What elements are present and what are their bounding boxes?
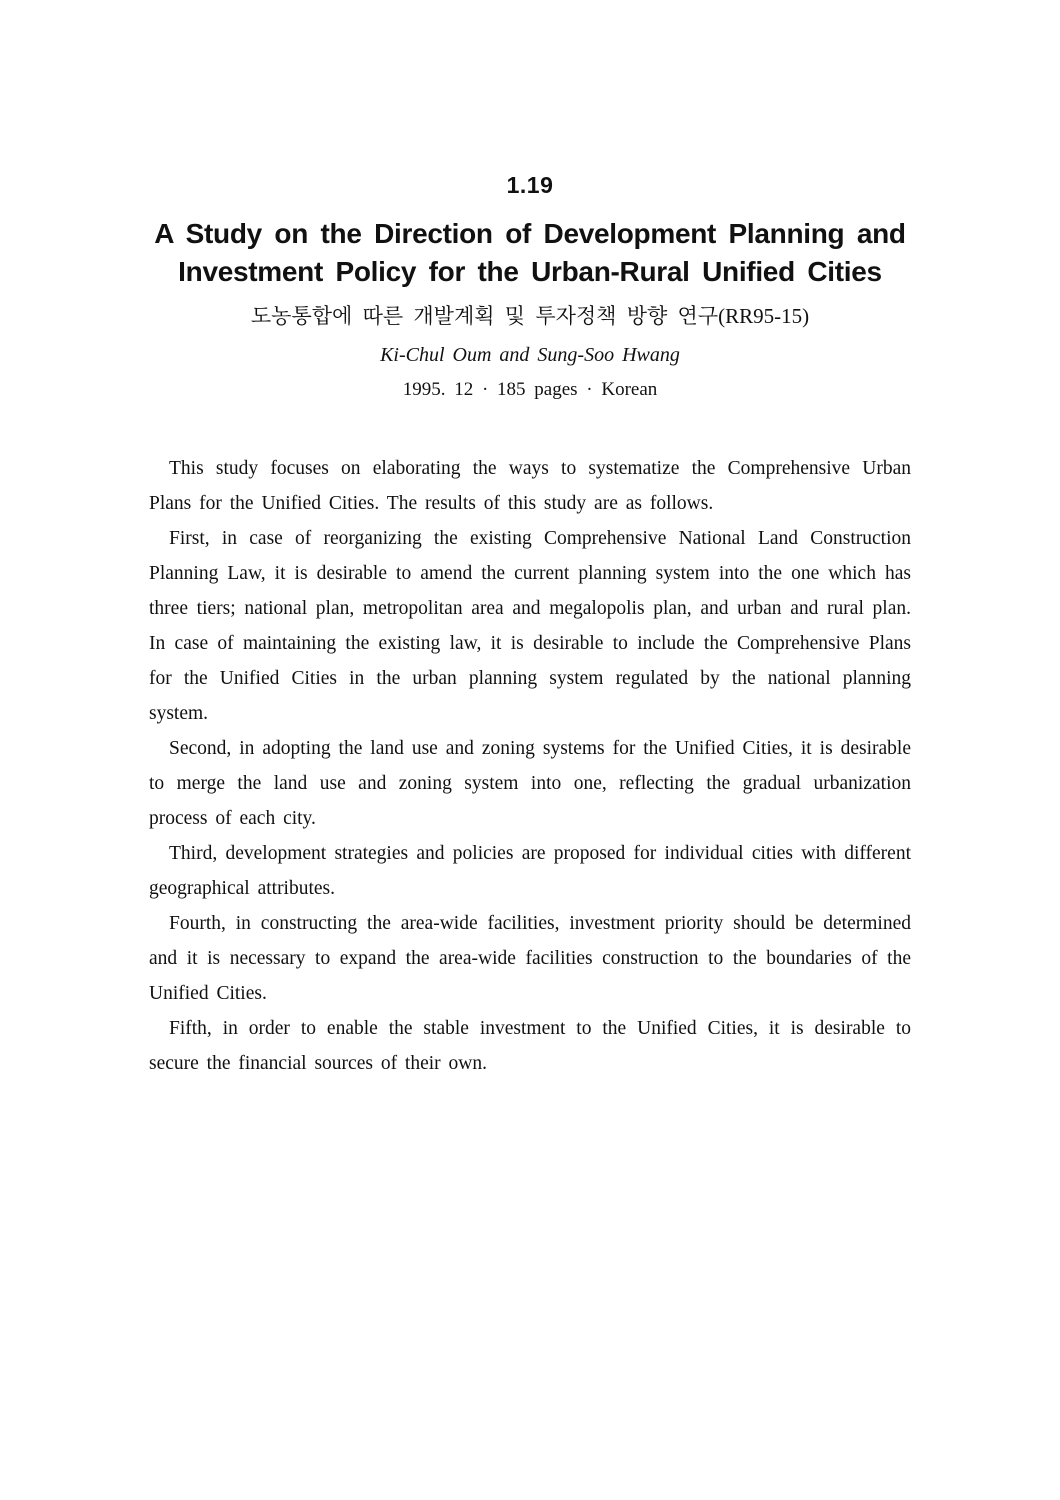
authors: Ki-Chul Oum and Sung-Soo Hwang [380,344,680,366]
report-title-line-1: A Study on the Direction of Development Planning and [154,218,906,249]
section-number: 1.19 [506,172,554,198]
abstract-paragraph-4: Third, development strategies and policies are proposed for individual cities with different geographical attributes. [149,843,911,899]
report-title [149,215,911,291]
abstract-paragraph-6: Fifth, in order to enable the stable investment to the Unified Cities, it is desirable to secure the financial sources of their own. [149,1018,911,1074]
page-content [149,0,911,1081]
abstract-paragraph-5: Fourth, in constructing the area-wide facilities, investment priority should be determined and it is necessary to expand the area-wide facilities construction to the boundaries of the Unified Cities. [149,913,911,1004]
report-title-line-2: Investment Policy for the Urban-Rural Unified Cities [178,256,882,287]
abstract-body [149,451,911,1081]
abstract-paragraph-1: This study focuses on elaborating the ways to systematize the Comprehensive Urban Plans for the Unified Cities. The results of this study are as follows. [149,458,911,514]
abstract-paragraph-2: First, in case of reorganizing the existing Comprehensive National Land Construction Planning Law, it is desirable to amend the current planning system into the one which has three tiers; national plan, metropolitan area and megalopolis plan, and urban and rural plan. In case of maintaining the existing law, it is desirable to include the Comprehensive Plans for the Unified Cities in the urban planning system regulated by the national planning system. [149,528,911,724]
abstract-paragraph-3: Second, in adopting the land use and zoning systems for the Unified Cities, it is desirable to merge the land use and zoning system into one, reflecting the gradual urbanization process of each city. [149,738,911,829]
publication-info: 1995. 12 · 185 pages · Korean [402,379,658,400]
korean-title: 도농통합에 따른 개발계획 및 투자정책 방향 연구(RR95-15) [250,304,810,328]
